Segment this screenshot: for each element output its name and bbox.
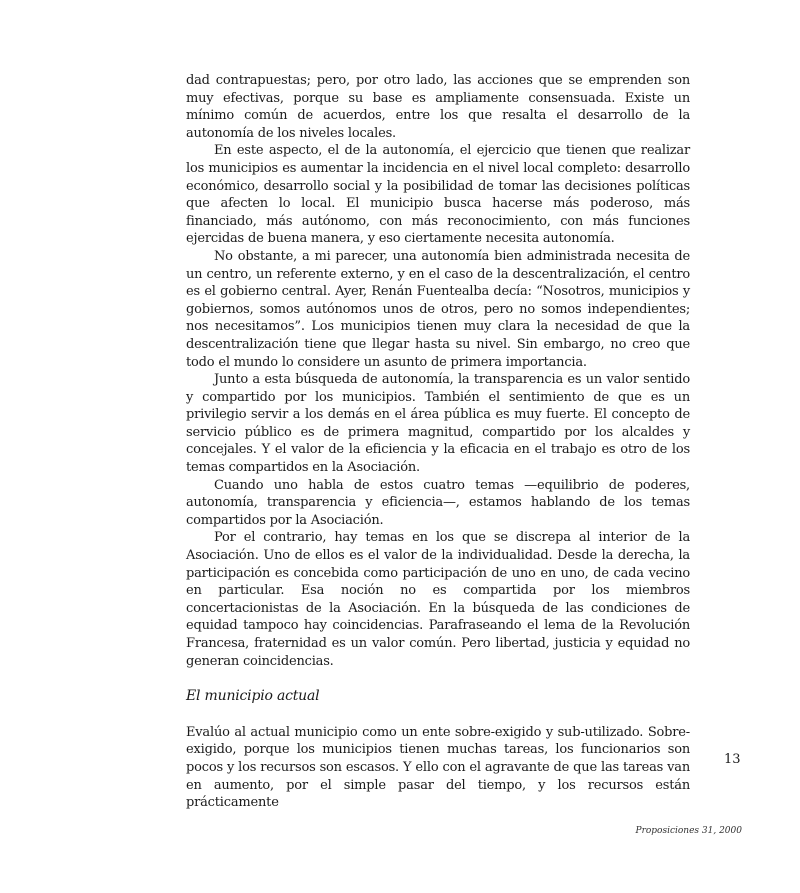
paragraph-transparencia: Junto a esta búsqueda de autonomía, la transparencia es un valor sentido y compartido por los municipios. También el sentimiento de que es un privilegio servir a los demás en el área pública es muy fuerte. El concepto de servicio público es de primera magnitud, compartido por los alcaldes y concejales. Y el valor de la eficiencia y la eficacia en el trabajo es otro de los temas compartidos en la Asociación. (186, 372, 690, 476)
journal-footer: Proposiciones 31, 2000 (635, 826, 742, 836)
paragraph-municipio-actual: Evalúo al actual municipio como un ente sobre-exigido y sub-utilizado. Sobre-exigido, porque los municipios tienen muchas tareas, los funcionarios son pocos y los recursos son escasos. Y ello con el agravante de que las tareas van en aumento, por el simple pasar del tiempo, y los recursos están prácticamente (186, 724, 690, 811)
paragraph-cuatro-temas: Cuando uno habla de estos cuatro temas —equilibrio de poderes, autonomía, transparencia y eficiencia—, estamos hablando de los temas compartidos por la Asociación. (186, 477, 690, 528)
paragraph-continuation: dad contrapuestas; pero, por otro lado, las acciones que se emprenden son muy efectivas, porque su base es ampliamente consensuada. Existe un mínimo común de acuerdos, entre los que resalta el desarrollo de la autonomía de los niveles locales. (186, 73, 690, 141)
page-number: 13 (724, 752, 741, 767)
paragraph-discrepancias: Por el contrario, hay temas en los que se discrepa al interior de la Asociación. Uno de ellos es el valor de la individualidad. Desde la derecha, la participación es concebida como participación de uno en uno, de cada vecino en particular. Esa noción no es compartida por los miembros concertacionistas de la Asociación. En la búsqueda de las condiciones de equidad tampoco hay coincidencias. Parafraseando el lema de la Revolución Francesa, fraternidad es un valor común. Pero libertad, justicia y equidad no generan coincidencias. (186, 530, 690, 669)
body-text (186, 72, 690, 812)
section-heading: El municipio actual (186, 688, 320, 705)
paragraph-no-obstante: No obstante, a mi parecer, una autonomía bien administrada necesita de un centro, un referente externo, y en el caso de la descentralización, el centro es el gobierno central. Ayer, Renán Fuentealba decía: “Nosotros, municipios y gobiernos, somos autónomos unos de otros, pero no somos independientes; nos necesitamos”. Los municipios tienen muy clara la necesidad de que la descentralización tiene que llegar hasta su nivel. Sin embargo, no creo que todo el mundo lo considere un asunto de primera importancia. (186, 248, 690, 370)
paragraph-autonomia: En este aspecto, el de la autonomía, el ejercicio que tienen que realizar los municipios es aumentar la incidencia en el nivel local completo: desarrollo económico, desarrollo social y la posibilidad de tomar las decisiones políticas que afecten lo local. El municipio busca hacerse más poderoso, más financiado, más autónomo, con más reconocimiento, con más funciones ejercidas de buena manera, y eso ciertamente necesita autonomía. (186, 143, 690, 247)
